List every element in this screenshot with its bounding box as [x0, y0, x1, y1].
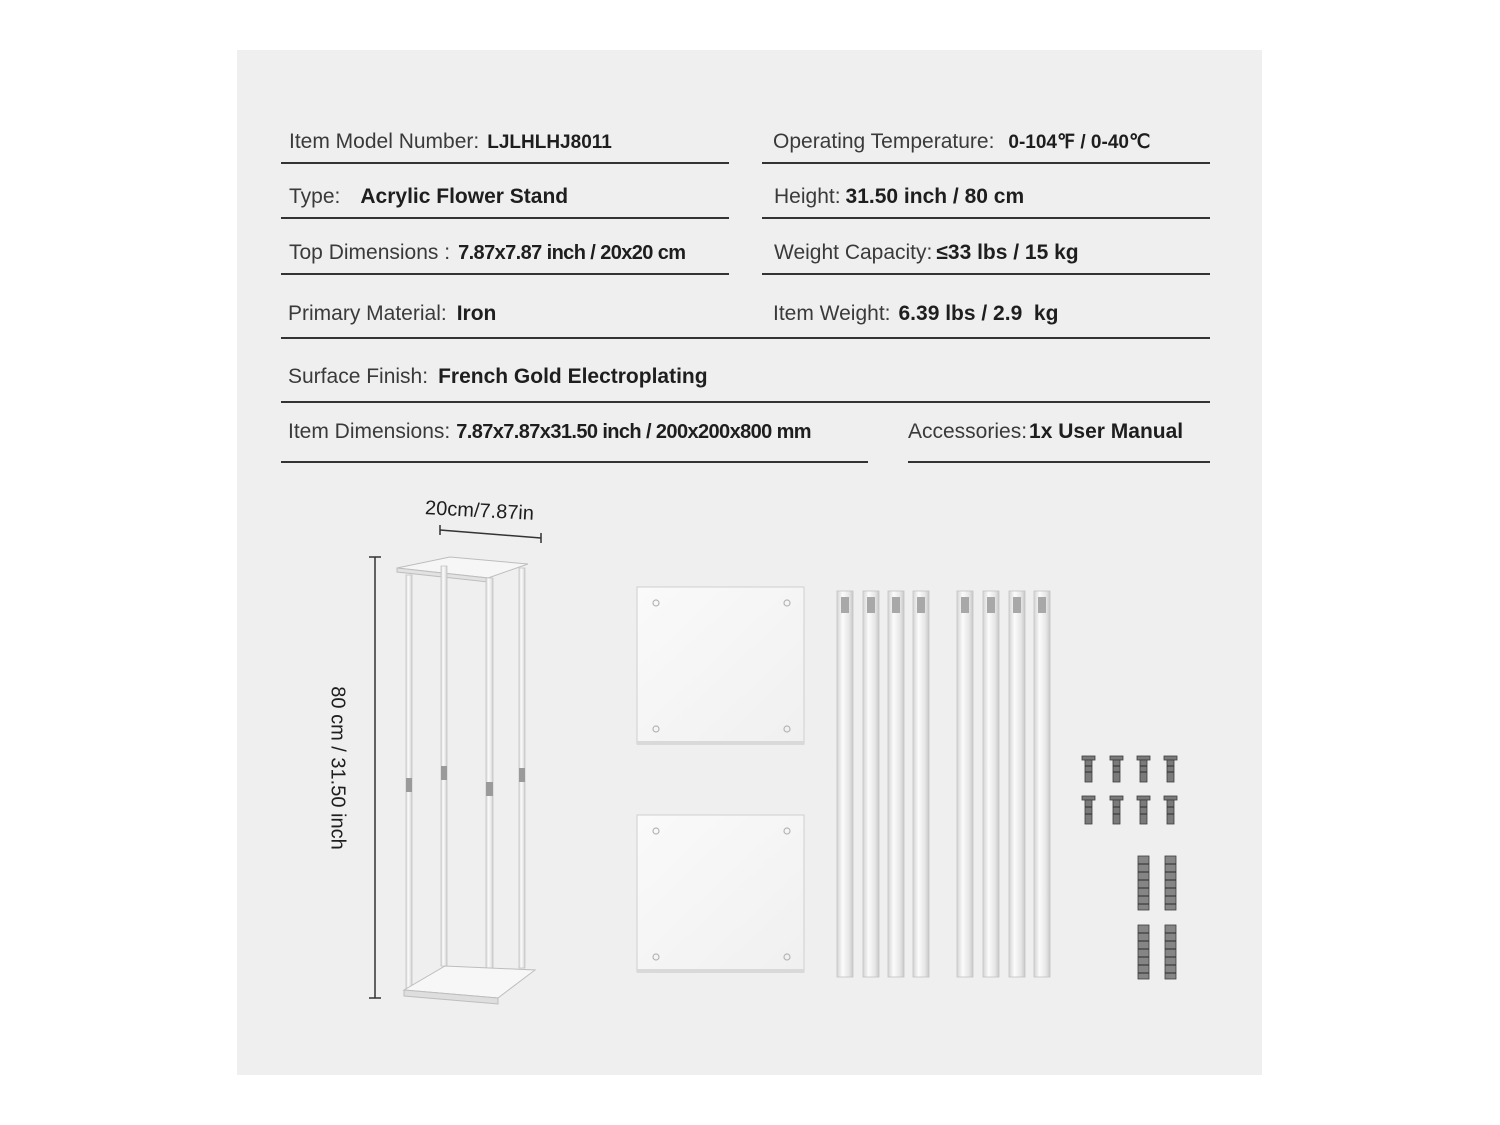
spec-value: Acrylic Flower Stand	[360, 185, 569, 208]
height-dimension-line	[369, 557, 381, 998]
spec-value: LJLHLHJ8011	[487, 132, 612, 153]
threaded-studs	[1138, 856, 1176, 979]
stud-threads	[1138, 864, 1176, 973]
spec-label: Top Dimensions :	[289, 241, 451, 264]
spec-value: French Gold Electroplating	[438, 365, 708, 388]
width-dimension-label: 20cm/7.87in	[424, 497, 535, 525]
acrylic-panels	[637, 587, 804, 973]
spec-value: 31.50 inch / 80 cm	[845, 185, 1025, 208]
spec-label: Item Dimensions:	[288, 420, 451, 443]
spec-value: Iron	[456, 302, 497, 325]
spec-value: 7.87x7.87 inch / 20x20 cm	[458, 242, 686, 264]
spec-label: Height:	[774, 185, 841, 208]
spec-label: Operating Temperature:	[773, 130, 995, 153]
screw-threads	[1085, 766, 1174, 814]
width-dimension-line	[440, 525, 541, 543]
acrylic-rods	[837, 591, 1050, 977]
spec-label: Accessories:	[908, 420, 1028, 443]
spec-value: 6.39 lbs / 2.9 kg	[898, 302, 1059, 325]
spec-value: ≤33 lbs / 15 kg	[936, 241, 1079, 264]
spec-label: Primary Material:	[288, 302, 447, 325]
spec-value: 0-104℉ / 0-40℃	[1008, 132, 1151, 153]
spec-label: Surface Finish:	[288, 365, 429, 388]
assembled-stand	[397, 557, 535, 1004]
spec-value: 7.87x7.87x31.50 inch / 200x200x800 mm	[456, 421, 811, 443]
spec-value: 1x User Manual	[1029, 420, 1184, 443]
spec-label: Item Weight:	[773, 302, 891, 325]
spec-label: Item Model Number:	[289, 130, 480, 153]
height-dimension-label: 80 cm / 31.50 inch	[326, 686, 349, 850]
screws	[1082, 756, 1177, 824]
rod-caps	[841, 597, 1046, 613]
spec-label: Type:	[289, 185, 341, 208]
spec-label: Weight Capacity:	[774, 241, 933, 264]
